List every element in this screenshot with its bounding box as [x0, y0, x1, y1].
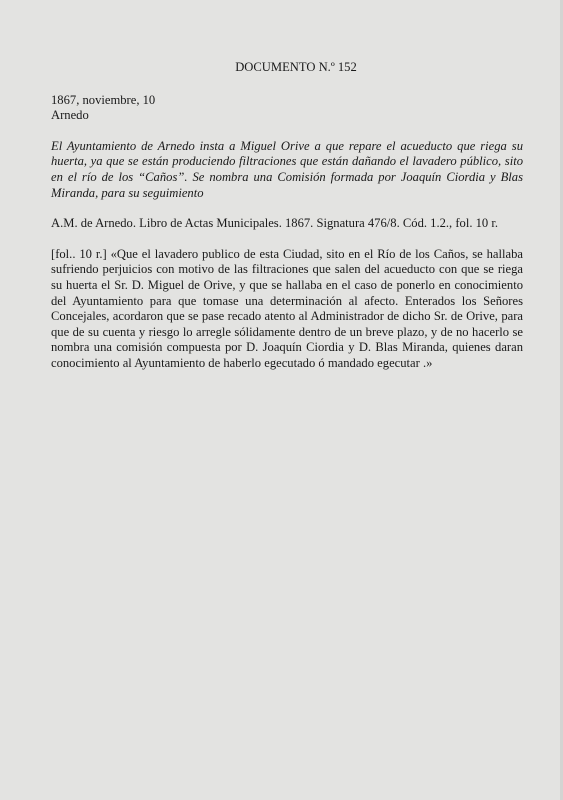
document-summary: El Ayuntamiento de Arnedo insta a Miguel Orive a que repare el acueducto que riega su huerta, ya que se están produciendo filtraciones que están dañando el lavadero público, sito en el río de los “Caños”. Se nombra una Comisión formada por Joaquín Ciordia y Blas Miranda, para su seguimiento: [51, 138, 523, 200]
transcription-body: [fol.. 10 r.] «Que el lavadero publico de esta Ciudad, sito en el Río de los Caños, se hallaba sufriendo perjuicios con motivo de las filtraciones que salen del acueducto con que se riega su huerta el Sr. D. Miguel de Orive, y que se hallaba en el caso de ponerlo en conocimiento del Ayuntamiento para que tomase una determinación al afecto. Enterados los Señores Concejales, acordaron que se pase recado atento al Administrador de dicho Sr. de Orive, para que de su cuenta y riesgo lo arregle sólidamente dentro de un breve plazo, y de no hacerlo se nombra una comisión compuesta por D. Joaquín Ciordia y D. Blas Miranda, quienes daran conocimiento al Ayuntamiento de haberlo egecutado ó mandado egecutar .»: [51, 246, 523, 370]
date-place-block: [51, 93, 523, 124]
document-date: 1867, noviembre, 10: [51, 92, 156, 107]
document-title: DOCUMENTO N.º 152: [235, 60, 357, 74]
document-place: Arnedo: [51, 108, 89, 123]
archival-source: A.M. de Arnedo. Libro de Actas Municipales. 1867. Signatura 476/8. Cód. 1.2., fol. 10 r.: [51, 216, 499, 231]
